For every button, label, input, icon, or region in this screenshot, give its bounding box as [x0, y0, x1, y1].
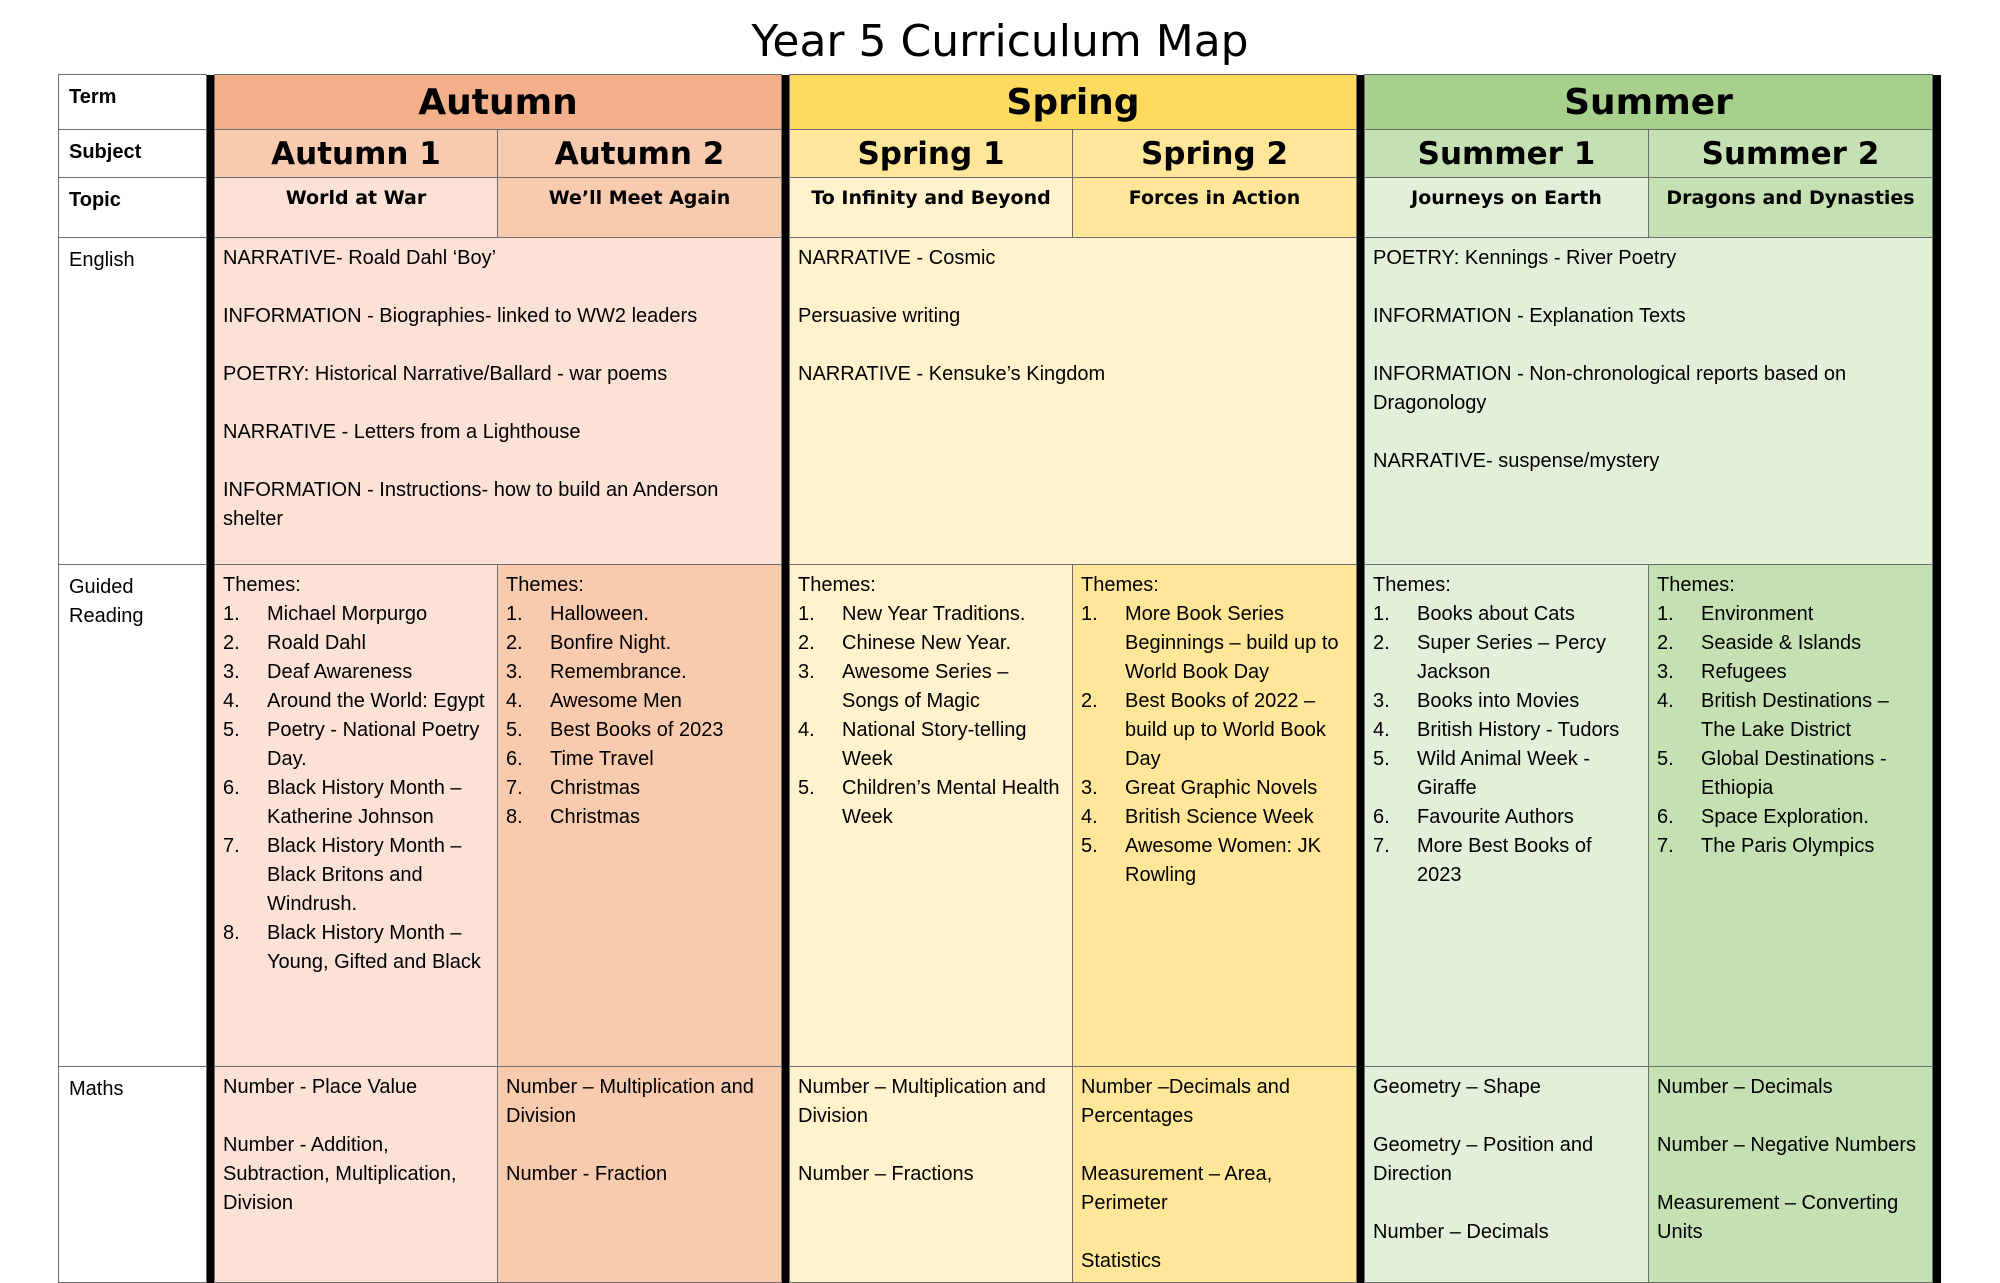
maths-item: Number – Fractions: [798, 1163, 974, 1185]
subterm-summer-1: Summer 1: [1365, 130, 1649, 178]
english-row: [59, 238, 1941, 565]
maths-item: Measurement – Area, Perimeter: [1081, 1163, 1273, 1214]
column-divider: [782, 75, 790, 1283]
column-divider: [207, 75, 215, 1283]
themes-label: Themes:: [798, 574, 876, 596]
guided-reading-summer-1: [1365, 565, 1649, 1067]
list-item: 5. Best Books of 2023: [506, 719, 724, 741]
list-item: 3. Remembrance.: [506, 661, 687, 683]
maths-autumn-1: [215, 1067, 498, 1283]
topic-autumn-2: We’ll Meet Again: [498, 178, 782, 238]
subject-row: [59, 130, 1941, 178]
list-item: 2. Super Series – Percy Jackson: [1373, 632, 1606, 683]
list-item: 1. Books about Cats: [1373, 603, 1575, 625]
list-item: 4. National Story-telling Week: [798, 719, 1027, 770]
list-item: 4. British Destinations – The Lake District: [1657, 690, 1889, 741]
english-autumn: [215, 238, 782, 565]
list-item: 7. Black History Month – Black Britons and Windrush.: [223, 835, 462, 915]
column-divider: [1933, 75, 1941, 1283]
list-item: 7. More Best Books of 2023: [1373, 835, 1592, 886]
maths-item: Measurement – Converting Units: [1657, 1192, 1899, 1243]
english-spring: [790, 238, 1357, 565]
english-item: NARRATIVE- suspense/mystery: [1373, 450, 1660, 472]
maths-item: Number – Multiplication and Division: [798, 1076, 1046, 1127]
list-item: 2. Roald Dahl: [223, 632, 366, 654]
maths-summer-2: [1649, 1067, 1933, 1283]
guided-reading-row: [59, 565, 1941, 1067]
list-item: 3. Deaf Awareness: [223, 661, 413, 683]
list-item: 4. British Science Week: [1081, 806, 1314, 828]
guided-reading-autumn-1: [215, 565, 498, 1067]
subterm-summer-2: Summer 2: [1649, 130, 1933, 178]
list-item: 5. Awesome Women: JK Rowling: [1081, 835, 1322, 886]
term-summer: Summer: [1365, 75, 1933, 130]
row-label-topic: Topic: [59, 178, 207, 238]
guided-reading-autumn-2: [498, 565, 782, 1067]
row-label-english: English: [59, 238, 207, 565]
list-item: 2. Bonfire Night.: [506, 632, 672, 654]
english-item: NARRATIVE- Roald Dahl ‘Boy’: [223, 247, 497, 269]
topic-autumn-1: World at War: [215, 178, 498, 238]
list-item: 1. Environment: [1657, 603, 1814, 625]
subterm-autumn-1: Autumn 1: [215, 130, 498, 178]
list-item: 4. Around the World: Egypt: [223, 690, 485, 712]
maths-spring-2: [1073, 1067, 1357, 1283]
subterm-spring-2: Spring 2: [1073, 130, 1357, 178]
english-item: INFORMATION - Biographies- linked to WW2 leaders: [223, 305, 698, 327]
themes-list: [223, 600, 489, 977]
english-item: POETRY: Historical Narrative/Ballard - war poems: [223, 363, 668, 385]
english-item: NARRATIVE - Letters from a Lighthouse: [223, 421, 581, 443]
themes-label: Themes:: [1081, 574, 1159, 596]
maths-item: Number –Decimals and Percentages: [1081, 1076, 1290, 1127]
topic-summer-2: Dragons and Dynasties: [1649, 178, 1933, 238]
maths-item: Number – Negative Numbers: [1657, 1134, 1916, 1156]
list-item: 1. Halloween.: [506, 603, 649, 625]
themes-list: [798, 600, 1064, 832]
maths-item: Statistics: [1081, 1250, 1162, 1272]
list-item: 2. Best Books of 2022 – build up to World Book Day: [1081, 690, 1326, 770]
themes-list: [506, 600, 773, 832]
english-item: NARRATIVE - Kensuke’s Kingdom: [798, 363, 1106, 385]
themes-label: Themes:: [1373, 574, 1451, 596]
maths-item: Number – Multiplication and Division: [506, 1076, 754, 1127]
english-item: INFORMATION - Explanation Texts: [1373, 305, 1686, 327]
maths-item: Number - Place Value: [223, 1076, 418, 1098]
themes-label: Themes:: [223, 574, 301, 596]
row-label-maths: Maths: [59, 1067, 207, 1283]
themes-label: Themes:: [506, 574, 584, 596]
topic-summer-1: Journeys on Earth: [1365, 178, 1649, 238]
guided-reading-summer-2: [1649, 565, 1933, 1067]
row-label-guided-reading: Guided Reading: [59, 565, 207, 1067]
themes-label: Themes:: [1657, 574, 1735, 596]
english-item: INFORMATION - Instructions- how to build an Anderson shelter: [223, 479, 719, 530]
list-item: 4. Awesome Men: [506, 690, 682, 712]
maths-row: [59, 1067, 1941, 1283]
english-item: NARRATIVE - Cosmic: [798, 247, 996, 269]
list-item: 1. New Year Traditions.: [798, 603, 1026, 625]
list-item: 6. Black History Month – Katherine Johnson: [223, 777, 462, 828]
maths-summer-1: [1365, 1067, 1649, 1283]
list-item: 6. Time Travel: [506, 748, 654, 770]
list-item: 6. Favourite Authors: [1373, 806, 1574, 828]
english-item: Persuasive writing: [798, 305, 961, 327]
topic-spring-2: Forces in Action: [1073, 178, 1357, 238]
list-item: 3. Books into Movies: [1373, 690, 1580, 712]
themes-list: [1081, 600, 1348, 890]
maths-item: Number - Addition, Subtraction, Multiplication, Division: [223, 1134, 457, 1214]
list-item: 8. Black History Month – Young, Gifted and Black: [223, 922, 481, 973]
list-item: 6. Space Exploration.: [1657, 806, 1869, 828]
topic-spring-1: To Infinity and Beyond: [790, 178, 1073, 238]
maths-item: Geometry – Shape: [1373, 1076, 1541, 1098]
themes-list: [1657, 600, 1924, 861]
row-label-term: Term: [59, 75, 207, 130]
maths-item: Number – Decimals: [1373, 1221, 1549, 1243]
maths-item: Number – Decimals: [1657, 1076, 1833, 1098]
subterm-spring-1: Spring 1: [790, 130, 1073, 178]
list-item: 3. Refugees: [1657, 661, 1787, 683]
curriculum-table: [58, 74, 1941, 1283]
column-divider: [1357, 75, 1365, 1283]
list-item: 5. Global Destinations - Ethiopia: [1657, 748, 1887, 799]
list-item: 8. Christmas: [506, 806, 641, 828]
english-item: POETRY: Kennings - River Poetry: [1373, 247, 1677, 269]
list-item: 3. Awesome Series – Songs of Magic: [798, 661, 1009, 712]
list-item: 5. Children’s Mental Health Week: [798, 777, 1060, 828]
term-autumn: Autumn: [215, 75, 782, 130]
maths-autumn-2: [498, 1067, 782, 1283]
list-item: 7. Christmas: [506, 777, 641, 799]
list-item: 1. Michael Morpurgo: [223, 603, 428, 625]
maths-item: Geometry – Position and Direction: [1373, 1134, 1594, 1185]
row-label-subject: Subject: [59, 130, 207, 178]
guided-reading-spring-2: [1073, 565, 1357, 1067]
page-title: Year 5 Curriculum Map: [751, 16, 1249, 67]
term-row: [59, 75, 1941, 130]
english-summer: [1365, 238, 1933, 565]
list-item: 1. More Book Series Beginnings – build up to World Book Day: [1081, 603, 1339, 683]
subterm-autumn-2: Autumn 2: [498, 130, 782, 178]
list-item: 7. The Paris Olympics: [1657, 835, 1875, 857]
maths-spring-1: [790, 1067, 1073, 1283]
guided-reading-spring-1: [790, 565, 1073, 1067]
english-item: INFORMATION - Non-chronological reports based on Dragonology: [1373, 363, 1847, 414]
list-item: 2. Seaside & Islands: [1657, 632, 1862, 654]
list-item: 4. British History - Tudors: [1373, 719, 1620, 741]
list-item: 2. Chinese New Year.: [798, 632, 1012, 654]
list-item: 5. Poetry - National Poetry Day.: [223, 719, 480, 770]
topic-row: [59, 178, 1941, 238]
list-item: 3. Great Graphic Novels: [1081, 777, 1318, 799]
list-item: 5. Wild Animal Week - Giraffe: [1373, 748, 1591, 799]
term-spring: Spring: [790, 75, 1357, 130]
themes-list: [1373, 600, 1640, 890]
maths-item: Number - Fraction: [506, 1163, 668, 1185]
